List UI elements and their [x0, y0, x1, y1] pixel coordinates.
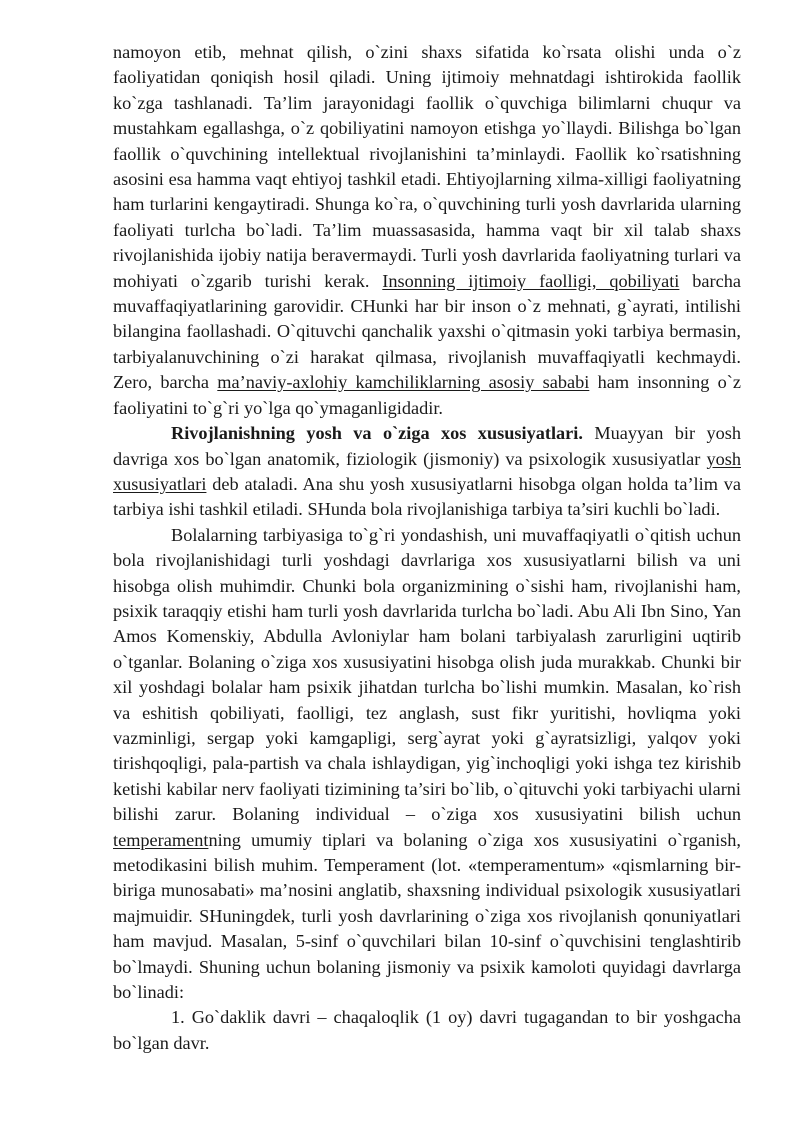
- paragraph-2: [113, 421, 741, 523]
- paragraph-3: [113, 523, 741, 1006]
- section-heading: Rivojlanishning yosh va o`ziga xos xususiyatlari.: [171, 423, 583, 444]
- p3-underlined-1: temperament: [113, 829, 209, 850]
- p3-text-1: Bolalarning tarbiyasiga to`g`ri yondashish, uni muvaffaqiyatli o`qitish uchun bola rivojlanishidagi turli yoshdagi davrlariga xos xususiyatlarni bilish va uni hisobga olish muhimdir. Chunki bola organizmining o`sishi ham, rivojlanishi ham, psixik taraqqiy etishi ham turli yosh davrlarida turlcha bo`ladi. Abu Ali Ibn Sino, Yan Amos Komenskiy, Abdulla Avloniylar ham bolani tarbiyalash zarurligini uqtirib o`tganlar. Bolaning o`ziga xos xususiyatini hisobga olish juda murakkab. Chunki bir xil yoshdagi bolalar ham psixik jihatdan turlcha bo`lishi mumkin. Masalan, ko`rish va eshitish qobiliyati, faolligi, tez anglash, sust fikr yuritishi, hovliqma yoki vazminligi, sergap yoki kamgapligi, serg`ayrat yoki g`ayratsizligi, yalqov yoki tirishqoqligi, pala-partish va chala ishlaydigan, yig`inchoqligi yoki ishga tez kirishib ketishi kabilar nerv faoliyati tizimining ta’siri bo`lib, o`qituvchi yoki tarbiyachi ularni bilishi zarur. Bolaning individual – o`ziga xos xususiyatini bilish uchun: [113, 524, 741, 825]
- p1-underlined-1: Insonning ijtimoiy faolligi, qobiliyati: [382, 270, 680, 291]
- p2-text-1: Muayyan bir yosh davriga xos bo`lgan anatomik, fiziologik (jismoniy) va psixologik xususiyatlar: [113, 423, 741, 469]
- p4-text-1: 1. Go`daklik davri – chaqaloqlik (1 oy) davri tugagandan to bir yoshgacha bo`lgan davr.: [113, 1007, 741, 1053]
- p2-underlined-1: yosh xususiyatlari: [113, 448, 741, 494]
- paragraph-1: [113, 40, 741, 421]
- p1-underlined-2: ma’naviy-axlohiy kamchiliklarning asosiy sababi: [217, 372, 590, 393]
- p1-text-3: ham insonning o`z faoliyatini to`g`ri yo`lga qo`ymaganligidadir.: [113, 372, 741, 418]
- p2-text-2: deb ataladi. Ana shu yosh xususiyatlarni hisobga olgan holda ta’lim va tarbiya ishi tashkil etiladi. SHunda bola rivojlanishiga tarbiya ta’siri kuchli bo`ladi.: [113, 473, 741, 520]
- p1-text-1: namoyon etib, mehnat qilish, o`zini shaxs sifatida ko`rsata olishi unda o`z faoliyatidan qoniqish hosil qiladi. Uning ijtimoiy mehnatdagi ishtirokida faollik ko`zga tashlanadi. Ta’lim jarayonidagi faollik o`quvchiga bilimlarni chuqur va mustahkam egallashga, o`z qobiliyatini namoyon etishga yo`llaydi. Bilishga bo`lgan faollik o`quvchining intellektual rivojlanishini ta’minlaydi. Faollik ko`rsatishning asosini esa hamma vaqt ehtiyoj tashkil etadi. Ehtiyojlarning xilma-xilligi faoliyatning ham turlarini kengaytiradi. Shunga ko`ra, o`quvchining turli yosh davrlarida ularning faoliyati turlcha bo`ladi. Ta’lim muassasasida, hamma vaqt bir xil talab shaxs rivojlanishida ijobiy natija beravermaydi. Turli yosh davrlarida faoliyatning turlari va mohiyati o`zgarib turishi kerak.: [113, 42, 741, 291]
- paragraph-4: [113, 1005, 741, 1056]
- document-page: [113, 40, 741, 1056]
- p1-text-2: barcha muvaffaqiyatlarining garovidir. CHunki har bir inson o`z mehnati, g`ayrati, intilishi bilangina faollashadi. O`qituvchi qanchalik yaxshi o`qitmasin yoki tarbiya bermasin, tarbiyalanuvchining o`zi harakat qilmasa, rivojlanish muvaffaqiyatli kechmaydi. Zero, barcha: [113, 270, 741, 393]
- p3-text-2: ning umumiy tiplari va bolaning o`ziga xos xususiyatini o`rganish, metodikasini bilish muhim. Temperament (lot. «temperamentum» «qismlarning bir-biriga munosabati» ma’nosini anglatib, shaxsning individual psixologik xususiyatlari majmuidir. SHuningdek, turli yosh davrlarining o`ziga xos rivojlanish qonuniyatlari ham mavjud. Masalan, 5-sinf o`quvchilari bilan 10-sinf o`quvchisini tenglashtirib bo`lmaydi. Shuning uchun bolaning jismoniy va psixik kamoloti quyidagi davrlarga bo`linadi:: [113, 829, 741, 1003]
